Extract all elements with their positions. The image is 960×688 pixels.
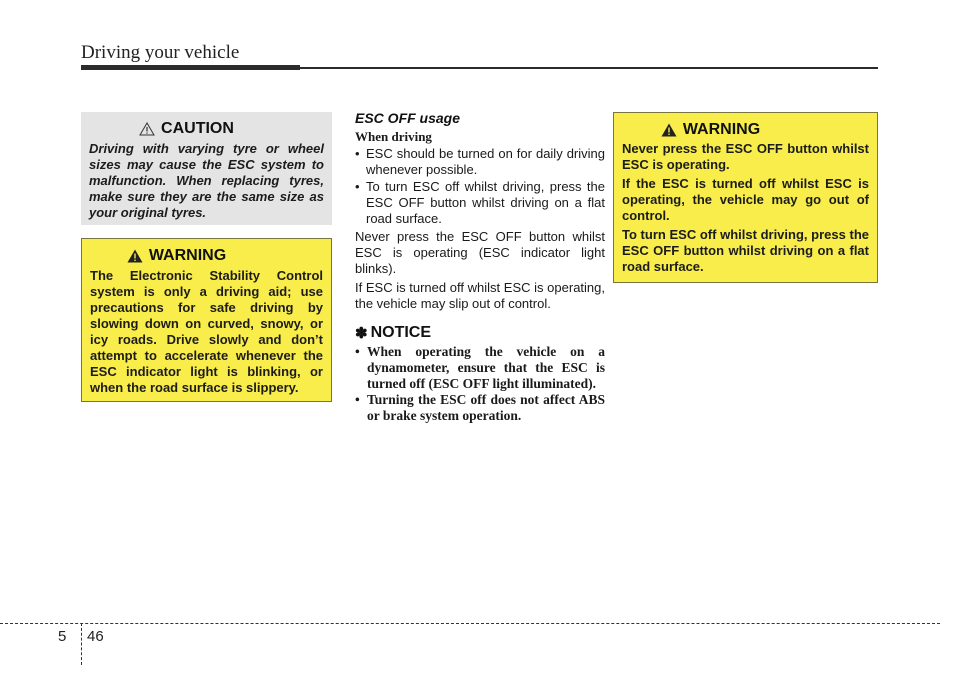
header-rule-thin xyxy=(300,67,878,69)
caution-text: Driving with varying tyre or wheel sizes may cause the ESC system to malfunction. When replacing tyres, make sure they are the same size as your original tyres. xyxy=(89,141,324,220)
warning-right-text-2: If the ESC is turned off whilst ESC is operating, the vehicle may go out of control. xyxy=(622,176,869,223)
esc-off-bullets xyxy=(355,146,605,227)
esc-off-para-2: If ESC is turned off whilst ESC is operating, the vehicle may slip out of control. xyxy=(355,280,605,311)
warning-left-text: The Electronic Stability Control system is only a driving aid; use precautions for safe driving by slowing down on curved, snowy, or icy roads. Drive slowly and don’t attempt to accelerate whenever the ESC indicator light is blinking, or when the road surface is slippery. xyxy=(90,268,323,395)
warning-left-title: WARNING xyxy=(148,247,227,264)
esc-off-section xyxy=(355,110,605,424)
warning-left-title-row xyxy=(30,247,323,265)
list-item: • Turning the ESC off does not affect ABS or brake system operation. xyxy=(355,392,605,424)
caution-title: CAUTION xyxy=(161,120,234,137)
list-item: • When operating the vehicle on a dynamometer, ensure that the ESC is turned off (ESC OFF light illuminated). xyxy=(355,344,605,392)
notice-heading: NOTICE xyxy=(370,324,432,341)
caution-box xyxy=(81,112,332,225)
esc-off-heading: ESC OFF usage xyxy=(355,110,461,126)
notice-heading-row xyxy=(355,324,605,342)
notice-star-icon: ✽ xyxy=(355,325,368,342)
warning-triangle-icon xyxy=(661,123,677,137)
footer-vertical-dashed-rule xyxy=(81,623,82,665)
warning-right-title-row xyxy=(552,121,869,139)
footer-dashed-rule xyxy=(0,623,940,624)
warning-box-left xyxy=(81,238,332,402)
list-item: • To turn ESC off whilst driving, press the ESC OFF button whilst driving on a flat road surface. xyxy=(355,179,605,227)
warning-right-text-1: Never press the ESC OFF button whilst ESC is operating. xyxy=(622,141,869,172)
page-number: 46 xyxy=(87,628,104,645)
warning-right-title: WARNING xyxy=(682,121,761,138)
chapter-number: 5 xyxy=(58,628,67,645)
when-driving-subheading: When driving xyxy=(355,129,432,144)
notice-list xyxy=(355,344,605,424)
warning-triangle-icon xyxy=(127,249,143,263)
header-rule-thick xyxy=(81,65,300,70)
list-item: • ESC should be turned on for daily driving whenever possible. xyxy=(355,146,605,178)
caution-triangle-icon xyxy=(139,122,155,136)
esc-off-para-1: Never press the ESC OFF button whilst ESC is operating (ESC indicator light blinks). xyxy=(355,229,605,276)
caution-title-row xyxy=(49,120,324,138)
warning-right-text-3: To turn ESC off whilst driving, press the ESC OFF button whilst driving on a flat road surface. xyxy=(622,227,869,274)
warning-box-right xyxy=(613,112,878,283)
header-title: Driving your vehicle xyxy=(81,42,240,63)
